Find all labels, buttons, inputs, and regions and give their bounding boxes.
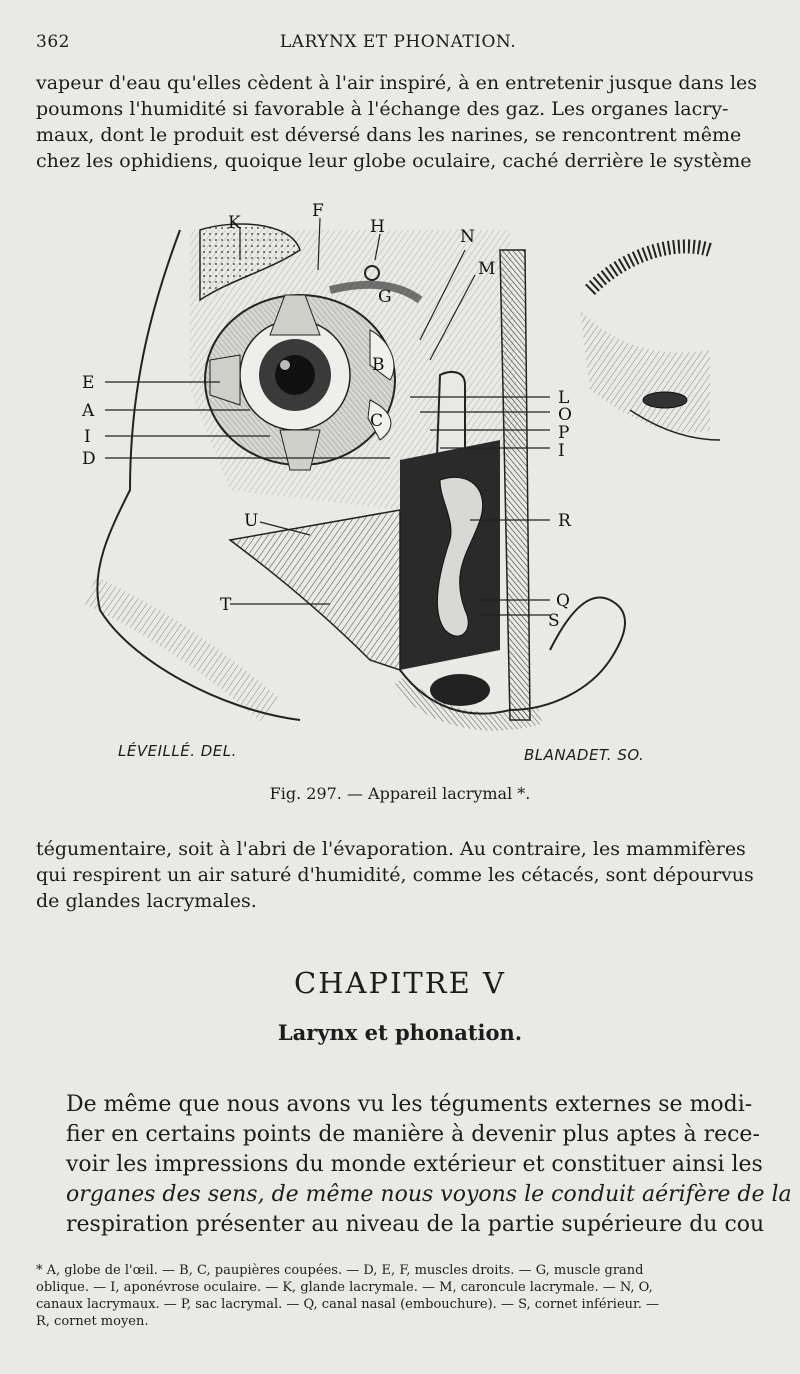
label-D: D xyxy=(82,449,96,469)
label-B: B xyxy=(372,355,385,375)
label-U: U xyxy=(244,511,259,531)
text-line: respiration présenter au niveau de la partie supérieure du cou xyxy=(66,1212,765,1237)
footnote-line: oblique. — I, aponévrose oculaire. — K, glande lacrymale. — M, caroncule lacrymale. — N, O, xyxy=(36,1280,653,1295)
footnote-line: * A, globe de l'œil. — B, C, paupières coupées. — D, E, F, muscles droits. — G, muscle grand xyxy=(36,1263,644,1278)
label-G: G xyxy=(378,287,392,307)
label-M: M xyxy=(478,259,496,279)
lacrimal-apparatus-engraving xyxy=(70,190,730,790)
chapter-subtitle: Larynx et phonation. xyxy=(277,1020,523,1045)
chapter-title: CHAPITRE V xyxy=(294,966,506,1000)
page-number: 362 xyxy=(36,32,70,52)
footnote-line: R, cornet moyen. xyxy=(36,1314,149,1329)
text-line: qui respirent un air saturé d'humidité, comme les cétacés, sont dépourvus xyxy=(36,864,754,886)
label-I2: I xyxy=(558,441,565,461)
label-L: L xyxy=(558,388,570,408)
credit-engraver: BLANADET. SO. xyxy=(524,746,645,764)
label-E: E xyxy=(82,373,95,393)
text-line: De même que nous avons vu les téguments externes se modi- xyxy=(66,1092,753,1117)
text-line: poumons l'humidité si favorable à l'échange des gaz. Les organes lacry- xyxy=(36,98,729,120)
text-line: fier en certains points de manière à devenir plus aptes à rece- xyxy=(66,1122,760,1147)
text-line: de glandes lacrymales. xyxy=(36,890,257,912)
label-H: H xyxy=(370,217,385,237)
text-line: voir les impressions du monde extérieur et constituer ainsi les xyxy=(66,1152,763,1177)
footnote xyxy=(36,1262,766,1330)
credit-draftsman: LÉVEILLÉ. DEL. xyxy=(118,742,237,760)
label-F: F xyxy=(312,201,324,221)
figure-caption: Fig. 297. — Appareil lacrymal *. xyxy=(269,784,531,803)
label-K: K xyxy=(228,213,241,233)
text-line: vapeur d'eau qu'elles cèdent à l'air inspiré, à en entretenir jusque dans les xyxy=(36,72,758,94)
paragraph-chapter-opening xyxy=(66,1090,792,1240)
label-Q: Q xyxy=(556,591,570,611)
label-P: P xyxy=(558,423,570,443)
label-R: R xyxy=(558,511,571,531)
text-line: organes des sens, de même nous voyons le conduit aérifère de la xyxy=(66,1182,792,1207)
text-line: tégumentaire, soit à l'abri de l'évaporation. Au contraire, les mammifères xyxy=(36,838,746,860)
label-S: S xyxy=(548,611,560,631)
text-line: maux, dont le produit est déversé dans les narines, se rencontrent même xyxy=(36,124,742,146)
running-title: LARYNX ET PHONATION. xyxy=(279,32,517,52)
footnote-line: canaux lacrymaux. — P, sac lacrymal. — Q, canal nasal (embouchure). — S, cornet inférieur. — xyxy=(36,1297,660,1312)
paragraph-middle xyxy=(36,836,762,914)
label-A: A xyxy=(82,401,95,421)
paragraph-top xyxy=(36,70,762,174)
anatomical-figure xyxy=(70,190,730,790)
text-line: chez les ophidiens, quoique leur globe oculaire, caché derrière le système xyxy=(36,150,752,172)
label-N: N xyxy=(460,227,475,247)
label-O: O xyxy=(558,405,572,425)
label-T: T xyxy=(220,595,232,615)
label-I: I xyxy=(84,427,91,447)
label-C: C xyxy=(370,411,384,431)
